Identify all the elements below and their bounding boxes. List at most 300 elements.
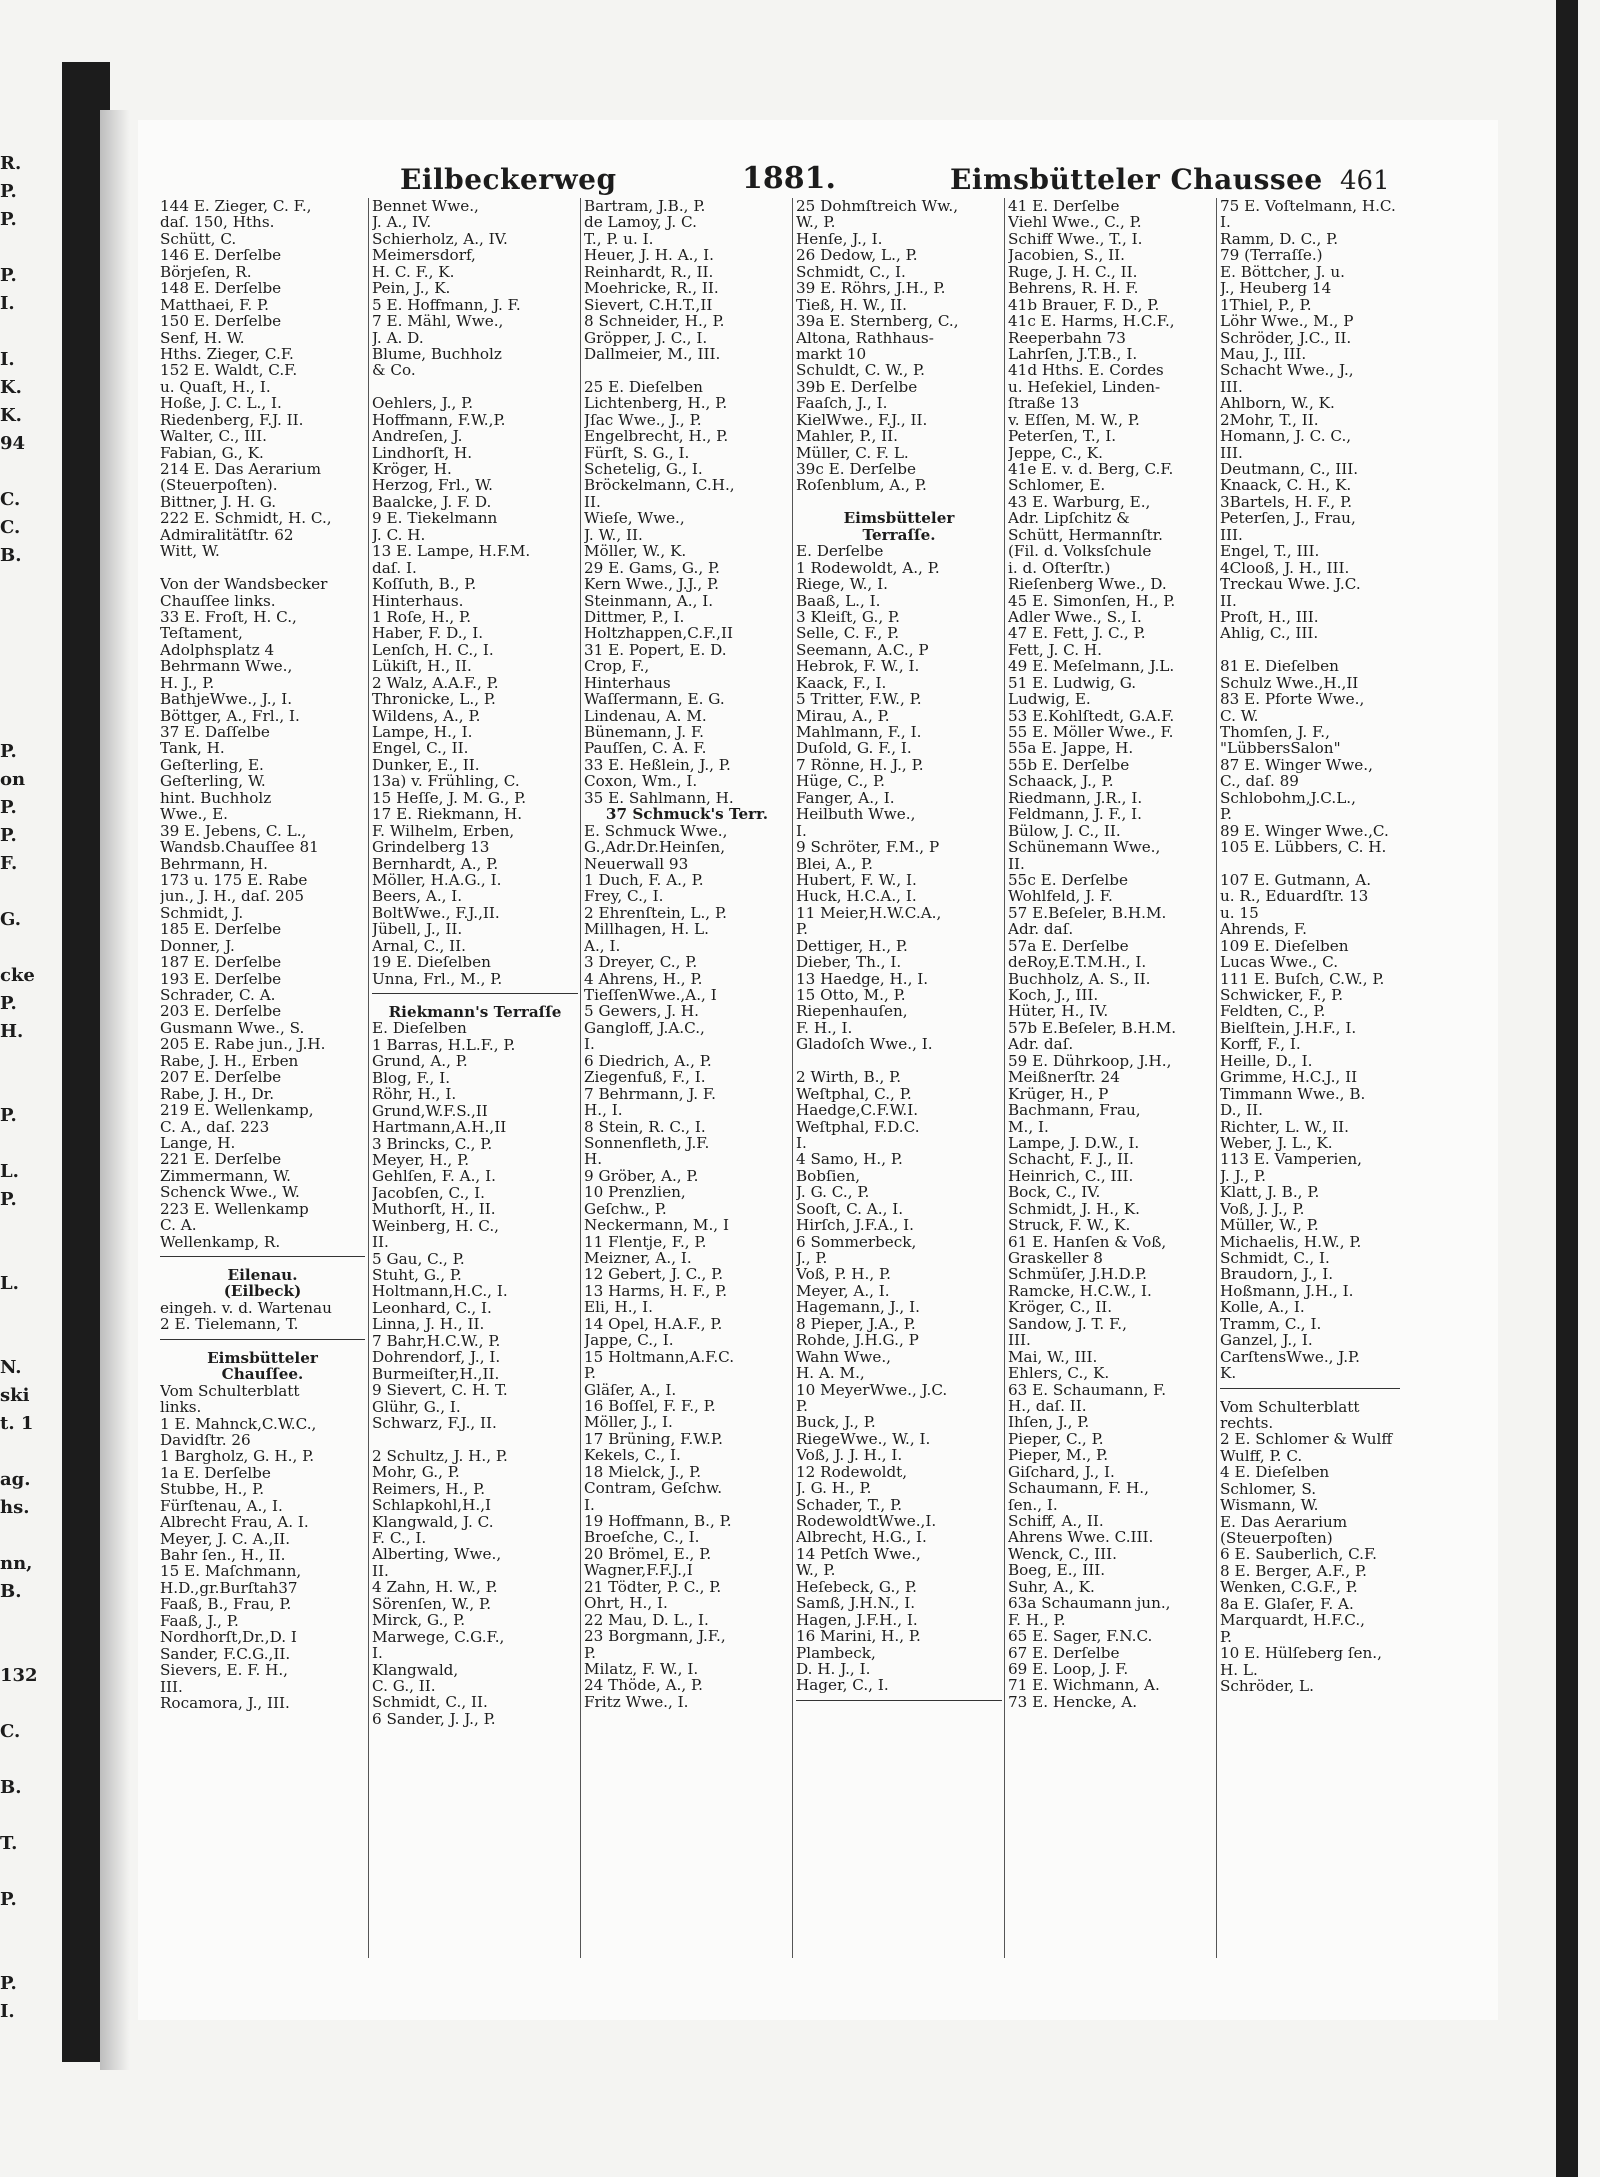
directory-entry-line: Muthorſt, H., II.	[372, 1201, 496, 1218]
directory-entry-line: Oehlers, J., P.	[372, 395, 474, 412]
directory-entry-line: Schuldt, C. W., P.	[796, 362, 925, 379]
directory-entry-line: 10 MeyerWwe., J.C.	[796, 1381, 948, 1398]
directory-entry-line: Engel, C., II.	[372, 740, 469, 757]
directory-entry-line: 144 E. Zieger, C. F.,	[160, 198, 312, 215]
directory-entry-line: III.	[1220, 378, 1243, 396]
directory-entry-line: eingeh. v. d. Wartenau	[160, 1299, 332, 1317]
directory-entry-line: Eimsbütteler	[207, 1349, 318, 1367]
directory-entry-line: Adr. daſ.	[1008, 921, 1074, 938]
directory-entry-line: Behrmann, H.	[160, 855, 268, 872]
directory-entry-line: Pauſſen, C. A. F.	[584, 740, 707, 757]
directory-entry-line: Eimsbütteler	[843, 510, 955, 527]
directory-entry-line: I.	[796, 822, 807, 840]
previous-page-fragment	[0, 234, 60, 262]
directory-entry-line: 20 Brömel, E., P.	[584, 1545, 712, 1563]
directory-entry-line: H., daſ. II.	[1008, 1397, 1087, 1415]
directory-entry-line: Jappe, C., I.	[584, 1332, 674, 1349]
directory-entry-line: 1 Bargholz, G. H., P.	[160, 1448, 315, 1465]
directory-entry-line: Hager, C., I.	[796, 1677, 889, 1694]
directory-entry-line: Faaſch, J., I.	[796, 395, 888, 412]
directory-entry-line: 8 Stein, R. C., I.	[584, 1118, 706, 1135]
directory-entry-line: 11 Flentje, F., P.	[584, 1233, 707, 1250]
directory-entry-line: Suhr, A., K.	[1008, 1578, 1095, 1596]
directory-entry-line: H. C. F., K.	[372, 263, 455, 281]
directory-entry-line: Engel, T., III.	[1220, 543, 1320, 560]
directory-entry-line: Lange, H.	[160, 1134, 236, 1152]
directory-entry-line: 13 E. Lampe, H.F.M.	[372, 543, 531, 560]
directory-entry-line: "LübbersSalon"	[1220, 740, 1341, 757]
directory-entry-line: Korff, F., I.	[1220, 1036, 1301, 1053]
directory-entry-line: Hirſch, J.F.A., I.	[796, 1217, 914, 1234]
directory-entry-line: Lichtenberg, H., P.	[584, 395, 728, 412]
directory-entry-line: Börjeſen, R.	[160, 263, 252, 281]
directory-entry-line: Mirck, G., P.	[372, 1612, 466, 1629]
previous-page-fragment: C.	[0, 1721, 21, 1742]
directory-entry-line: Reeperbahn 73	[1008, 329, 1126, 346]
directory-entry-line: Heinrich, C., III.	[1008, 1167, 1134, 1185]
directory-entry-line: Broeſche, C., I.	[584, 1529, 700, 1546]
previous-page-fragment: C.	[0, 489, 21, 510]
directory-entry-line: Riekmann's Terraſſe	[388, 1004, 562, 1021]
directory-entry-line: 187 E. Derſelbe	[160, 954, 282, 971]
directory-entry-line: 2 Wirth, B., P.	[796, 1069, 902, 1086]
directory-entry-line: W., P.	[796, 214, 836, 231]
directory-entry-line: Haedge,C.F.W.I.	[796, 1102, 919, 1119]
directory-entry-line: Wenken, C.G.F., P.	[1220, 1579, 1358, 1596]
directory-entry-line: Roſenblum, A., P.	[796, 477, 927, 494]
directory-entry-line: H., I.	[584, 1102, 623, 1119]
directory-entry-line: Wandsb.Chauſſee 81	[160, 839, 319, 856]
directory-entry-line: 41 E. Derſelbe	[1008, 198, 1120, 215]
directory-entry-line: H.D.,gr.Burſtah37	[160, 1579, 298, 1597]
directory-entry-line	[160, 560, 365, 576]
directory-entry-line: Riepenhauſen,	[796, 1003, 908, 1020]
directory-entry-line: Neuerwall 93	[584, 855, 689, 872]
directory-entry-line: 203 E. Derſelbe	[160, 1003, 282, 1020]
directory-entry-line: Andreſen, J.	[372, 428, 463, 445]
directory-entry-line: W., P.	[796, 1562, 836, 1579]
directory-entry-line: 10 E. Hülſeberg ſen.,	[1220, 1645, 1382, 1662]
previous-page-fragment	[0, 1046, 60, 1074]
directory-entry-line: 23 Borgmann, J.F.,	[584, 1628, 726, 1645]
directory-entry-line: Grindelberg 13	[372, 839, 490, 856]
directory-entry-line: Blume, Buchholz	[372, 345, 502, 363]
directory-entry-line: 41e E. v. d. Berg, C.F.	[1008, 461, 1174, 478]
directory-entry-line: II.	[1008, 855, 1025, 872]
previous-page-fragment: I.	[0, 293, 15, 314]
directory-entry-line: 83 E. Pforte Wwe.,	[1220, 691, 1365, 708]
directory-entry-line: 67 E. Derſelbe	[1008, 1644, 1120, 1661]
previous-page-fragment: on	[0, 769, 26, 790]
directory-entry-line: Koſſuth, B., P.	[372, 576, 477, 593]
directory-entry-line: Haber, F. D., I.	[372, 625, 484, 642]
directory-entry-line: Feldten, C., P.	[1220, 1003, 1326, 1020]
previous-page-fragment	[0, 1326, 60, 1354]
directory-entry-line: Schenck Wwe., W.	[160, 1184, 300, 1201]
directory-entry-line: III.	[1008, 1332, 1031, 1349]
directory-entry-line: Ganzel, J., I.	[1220, 1332, 1313, 1349]
directory-entry-line: Bröckelmann, C.H.,	[584, 477, 735, 494]
directory-entry-line: Dittmer, P., I.	[584, 608, 685, 626]
directory-entry-line: Coxon, Wm., I.	[584, 773, 698, 790]
directory-entry-line: (Fil. d. Volksſchule	[1008, 543, 1152, 560]
directory-entry-line: Grund, A., P.	[372, 1053, 468, 1070]
directory-entry-line: 31 E. Popert, E. D.	[584, 641, 727, 659]
previous-page-fragment	[0, 1942, 60, 1970]
directory-entry-line: Arnal, C., II.	[372, 937, 466, 955]
previous-page-fragment	[0, 1634, 60, 1662]
directory-entry-line: RodewoldtWwe.,I.	[796, 1513, 937, 1530]
directory-entry-line: Terraſſe.	[862, 526, 936, 544]
directory-entry-line: I.	[796, 1134, 807, 1152]
directory-entry-line: Meyer, H., P.	[372, 1151, 470, 1169]
directory-entry-line: Burmeiſter,H.,II.	[372, 1365, 500, 1383]
directory-entry-line: Geſterling, W.	[160, 773, 266, 790]
directory-entry-line: Wagner,F.F.J.,I	[584, 1562, 693, 1579]
directory-entry-line: E. Dieſelben	[372, 1020, 467, 1037]
directory-entry-line: 2 Walz, A.A.F., P.	[372, 674, 499, 692]
directory-entry-line: Buchholz, A. S., II.	[1008, 970, 1151, 987]
directory-entry-line: J., Heuberg 14	[1220, 280, 1332, 297]
directory-entry-line: Schlomer, S.	[1220, 1480, 1317, 1498]
directory-entry-line: markt 10	[796, 345, 867, 363]
previous-page-fragment	[0, 1298, 60, 1326]
right-margin-bar	[1556, 0, 1578, 2177]
directory-entry-line: Lenſch, H. C., I.	[372, 641, 494, 659]
previous-page-fragment: ski	[0, 1385, 30, 1406]
directory-entry-line: 12 Rodewoldt,	[796, 1463, 908, 1481]
directory-entry-line: Bobſien,	[796, 1167, 861, 1185]
directory-entry-line: 2 E. Tielemann, T.	[160, 1316, 299, 1333]
directory-entry-line: Voß, P. H., P.	[796, 1266, 892, 1283]
directory-entry-line: Schröder, J.C., II.	[1220, 329, 1352, 346]
directory-entry-line: Voß, J. J., P.	[1220, 1200, 1305, 1218]
directory-entry-line: P.	[1220, 1628, 1232, 1646]
directory-entry-line: Mai, W., III.	[1008, 1348, 1098, 1366]
previous-page-fragment: H.	[0, 1021, 24, 1042]
directory-entry-line: 41d Hths. E. Cordes	[1008, 362, 1164, 379]
directory-entry-line: 3 Brincks, C., P.	[372, 1135, 493, 1152]
directory-entry-line: 25 Dohmſtreich Ww.,	[796, 198, 959, 215]
directory-entry-line: Kaack, F., I.	[796, 674, 887, 692]
directory-entry-line: Wwe., E.	[160, 806, 228, 823]
directory-entry-line: 4Clooß, J. H., III.	[1220, 559, 1350, 577]
previous-page-fragment	[0, 682, 60, 710]
directory-entry-line: 22 Mau, D. L., I.	[584, 1611, 709, 1629]
directory-entry-line: Blei, A., P.	[796, 855, 873, 872]
directory-entry-line: 193 E. Derſelbe	[160, 970, 282, 987]
directory-entry-line: Ihſen, J., P.	[1008, 1414, 1090, 1431]
directory-entry-line: Jübell, J., II.	[372, 921, 463, 938]
directory-entry-line: P.	[584, 1644, 596, 1661]
directory-entry-line: 146 E. Derſelbe	[160, 247, 282, 264]
directory-entry-line: Buck, J., P.	[796, 1414, 876, 1431]
previous-page-fragment	[0, 1802, 60, 1830]
directory-entry-line: Riedmann, J.R., I.	[1008, 789, 1143, 807]
directory-entry-line: 4 Zahn, H. W., P.	[372, 1579, 498, 1596]
directory-entry-line: 8 Pieper, J.A., P.	[796, 1315, 916, 1333]
directory-entry-line: Bock, C., IV.	[1008, 1184, 1101, 1201]
directory-entry-line: Meyer, J. C. A.,II.	[160, 1530, 291, 1547]
directory-entry-line: Sandow, J. T. F.,	[1008, 1315, 1127, 1333]
directory-entry-line: Timmann Wwe., B.	[1220, 1085, 1366, 1103]
directory-entry-line: Nordhorſt,Dr.,D. I	[160, 1629, 297, 1646]
directory-entry-line: 41b Brauer, F. D., P.	[1008, 296, 1160, 314]
directory-entry-line: Sörenſen, W., P.	[372, 1595, 492, 1613]
directory-entry-line: (Steuerpoſten)	[1220, 1530, 1333, 1547]
previous-page-fragment: R.	[0, 153, 22, 174]
directory-entry-line: Hagen, J.F.H., I.	[796, 1611, 918, 1629]
previous-page-fragment: P.	[0, 797, 17, 818]
directory-entry-line: Dallmeier, M., III.	[584, 345, 721, 363]
directory-entry-line: 223 E. Wellenkamp	[160, 1200, 309, 1218]
directory-entry-line: Gusmann Wwe., S.	[160, 1019, 305, 1037]
directory-entry-line: Struck, F. W., K.	[1008, 1217, 1131, 1234]
directory-entry-line: Lampe, J. D.W., I.	[1008, 1134, 1140, 1152]
directory-entry-line: Sooſt, C. A., I.	[796, 1200, 904, 1218]
directory-entry-line: 59 E. Dührkoop, J.H.,	[1008, 1052, 1172, 1070]
directory-entry-line: Hüge, C., P.	[796, 773, 885, 790]
directory-entry-line: Albrecht, H.G., I.	[796, 1529, 927, 1546]
directory-entry-line: Von der Wandsbecker	[160, 576, 328, 593]
directory-entry-line: Fritz Wwe., I.	[584, 1693, 689, 1711]
directory-entry-line: Schmidt, C., II.	[372, 1694, 488, 1711]
directory-entry-line: 57b E.Beſeler, B.H.M.	[1008, 1019, 1177, 1037]
directory-entry-line: 29 E. Gams, G., P.	[584, 559, 720, 577]
directory-entry-line: Jſac Wwe., J., P.	[584, 411, 702, 429]
directory-entry-line: Möller, W., K.	[584, 543, 687, 560]
previous-page-fragment	[0, 458, 60, 486]
column-divider	[1216, 198, 1217, 1958]
directory-entry-line: Böttger, A., Frl., I.	[160, 707, 300, 724]
directory-entry-line: P.	[584, 1365, 596, 1382]
directory-entry-line: Behrmann Wwe.,	[160, 658, 293, 675]
directory-entry-line: Schierholz, A., IV.	[372, 230, 508, 248]
directory-entry-line: u. 15	[1220, 904, 1259, 922]
directory-entry-line: 69 E. Loop, J. F.	[1008, 1660, 1129, 1678]
directory-entry-line: 148 E. Derſelbe	[160, 280, 282, 297]
directory-entry-line: Weſtphal, C., P.	[796, 1085, 912, 1103]
directory-entry-line: Grimme, H.C.J., II	[1220, 1069, 1358, 1086]
directory-entry-line: Baaß, L., I.	[796, 592, 881, 609]
directory-entry-line: Ahlig, C., III.	[1220, 625, 1319, 642]
directory-entry-line: Geſterling, E.	[160, 756, 264, 774]
directory-entry-line: 13 Haedge, H., I.	[796, 970, 929, 987]
directory-entry-line: Reinhardt, R., II.	[584, 263, 714, 281]
directory-entry-line: Bahr ſen., H., II.	[160, 1547, 286, 1564]
directory-entry-line: Homann, J. C. C.,	[1220, 428, 1352, 445]
column-divider	[368, 198, 369, 1958]
directory-entry-line: Heſebeck, G., P.	[796, 1578, 917, 1596]
previous-page-fragment: P.	[0, 1889, 17, 1910]
directory-entry-line: D. H. J., I.	[796, 1660, 871, 1678]
directory-entry-line: Pein, J., K.	[372, 280, 451, 297]
directory-entry-line: Hubert, F. W., I.	[796, 871, 917, 889]
directory-entry-line	[796, 1700, 1002, 1711]
directory-entry-line: 113 E. Vamperien,	[1220, 1151, 1363, 1168]
directory-entry-line: Selle, C. F., P.	[796, 625, 900, 642]
directory-entry-line: CarſtensWwe., J.P.	[1220, 1348, 1361, 1366]
directory-entry-line: Ziegenfuß, F., I.	[584, 1069, 706, 1086]
directory-entry-line: Mahlmann, F., I.	[796, 724, 922, 741]
directory-entry-line: J. C. H.	[372, 526, 426, 544]
directory-entry-line: Mau, J., III.	[1220, 345, 1307, 363]
directory-entry-line: 214 E. Das Aerarium	[160, 461, 321, 478]
previous-page-edge	[0, 150, 60, 2030]
directory-entry-line: Richter, L. W., II.	[1220, 1118, 1349, 1135]
previous-page-fragment	[0, 1438, 60, 1466]
directory-entry-line: Adr. daſ.	[1008, 1036, 1074, 1053]
previous-page-fragment	[0, 1074, 60, 1102]
directory-entry-line: Heille, D., I.	[1220, 1052, 1313, 1070]
directory-entry-line: II.	[372, 1234, 389, 1251]
previous-page-fragment: 132	[0, 1665, 38, 1686]
directory-entry-line: Schiff Wwe., T., I.	[1008, 230, 1143, 248]
directory-entry-line: Hinterhaus.	[372, 592, 464, 609]
directory-entry-line: P.	[796, 1397, 808, 1415]
directory-entry-line: Beers, A., I.	[372, 888, 463, 905]
previous-page-fragment	[0, 626, 60, 654]
directory-entry-line: Schlobohm,J.C.L.,	[1220, 789, 1356, 807]
directory-entry-line: K.	[1220, 1365, 1237, 1382]
page-header	[160, 156, 1400, 196]
directory-entry-line: ſtraße 13	[1008, 395, 1080, 412]
directory-entry-line: Lindenau, A. M.	[584, 707, 707, 724]
directory-entry-line: 49 E. Meſelmann, J.L.	[1008, 658, 1175, 675]
directory-entry-line: Dunker, E., II.	[372, 756, 480, 774]
directory-entry-line: Tank, H.	[160, 740, 225, 757]
previous-page-fragment: G.	[0, 909, 21, 930]
previous-page-fragment: 94	[0, 433, 26, 454]
directory-entry-line: H. L.	[1220, 1661, 1258, 1678]
directory-entry-line: 33 E. Froſt, H. C.,	[160, 608, 297, 626]
directory-entry-line: I.	[584, 1036, 595, 1053]
directory-entry-line: 24 Thöde, A., P.	[584, 1677, 703, 1694]
directory-entry-line: Hoßmann, J.H., I.	[1220, 1282, 1354, 1300]
directory-entry-line: Feldmann, J. F., I.	[1008, 806, 1142, 823]
directory-entry-line: 2 Schultz, J. H., P.	[372, 1447, 508, 1465]
directory-entry-line: Davidſtr. 26	[160, 1431, 251, 1449]
directory-entry-line: 222 E. Schmidt, H. C.,	[160, 510, 332, 527]
directory-entry-line: RiegeWwe., W., I.	[796, 1430, 931, 1448]
directory-entry-line: Schmidt, C., I.	[796, 263, 906, 281]
directory-entry-line: & Co.	[372, 362, 416, 379]
directory-entry-line: 43 E. Warburg, E.,	[1008, 493, 1151, 511]
directory-entry-line: Blog, F., I.	[372, 1069, 451, 1087]
directory-entry-line: Fürſtenau, A., I.	[160, 1497, 283, 1515]
directory-entry-line: Dohrendorf, J., I.	[372, 1349, 501, 1366]
directory-entry-line: Müller, C. F. L.	[796, 444, 909, 461]
directory-column-3	[584, 198, 790, 1978]
directory-entry-line: Samß, J.H.N., I.	[796, 1595, 916, 1612]
directory-entry-line: II.	[584, 493, 601, 511]
directory-entry-line: 35 E. Sahlmann, H.	[584, 789, 734, 807]
directory-entry-line: Peterſen, J., Frau,	[1220, 510, 1356, 527]
directory-entry-line: Grund,W.F.S.,II	[372, 1102, 488, 1120]
directory-entry-line: J. G. C., P.	[796, 1184, 870, 1201]
previous-page-fragment: T.	[0, 1833, 18, 1854]
directory-entry-line	[160, 1256, 365, 1267]
directory-entry-line: 10 Prenzlien,	[584, 1184, 686, 1201]
previous-page-fragment: P.	[0, 265, 17, 286]
directory-entry-line: Riedenberg, F.J. II.	[160, 411, 304, 429]
directory-entry-line: Treckau Wwe. J.C.	[1220, 576, 1361, 593]
previous-page-fragment: P.	[0, 1973, 17, 1994]
directory-entry-line: C., daſ. 89	[1220, 773, 1299, 790]
previous-page-fragment: F.	[0, 853, 18, 874]
directory-entry-line: 221 E. Derſelbe	[160, 1151, 282, 1168]
directory-entry-line: Fett, J. C. H.	[1008, 641, 1102, 659]
directory-entry-line: Ramcke, H.C.W., I.	[1008, 1282, 1152, 1300]
directory-entry-line: 4 E. Dieſelben	[1220, 1464, 1330, 1481]
directory-entry-line: Eli, H., I.	[584, 1299, 654, 1316]
directory-entry-line: Walter, C., III.	[160, 428, 267, 445]
directory-entry-line: 7 Behrmann, J. F.	[584, 1085, 716, 1103]
directory-entry-line: H. J., P.	[160, 674, 215, 692]
directory-entry-line: Huck, H.C.A., I.	[796, 888, 917, 905]
directory-entry-line: Schrader, C. A.	[160, 987, 276, 1004]
directory-entry-line: Kekels, C., I.	[584, 1447, 681, 1464]
directory-entry-line: J. W., II.	[584, 526, 643, 544]
directory-entry-line: 57a E. Derſelbe	[1008, 937, 1129, 955]
directory-entry-line: u. R., Eduardſtr. 13	[1220, 888, 1369, 905]
previous-page-fragment	[0, 1130, 60, 1158]
directory-entry-line	[372, 1431, 578, 1447]
directory-entry-line: 5 Tritter, F.W., P.	[796, 691, 922, 708]
directory-entry-line: Hoffmann, F.W.,P.	[372, 411, 506, 429]
directory-entry-line: 18 Mielck, J., P.	[584, 1463, 702, 1481]
directory-entry-line: Witt, W.	[160, 543, 220, 560]
directory-entry-line: 3 Kleiſt, G., P.	[796, 608, 900, 626]
directory-entry-line: 79 (Terraſſe.)	[1220, 247, 1323, 264]
directory-entry-line: Schmidt, J.	[160, 904, 244, 922]
directory-entry-line: 14 Petſch Wwe.,	[796, 1545, 921, 1563]
previous-page-fragment: L.	[0, 1273, 19, 1294]
directory-entry-line: Thomſen, J. F.,	[1220, 724, 1330, 741]
directory-entry-line: Wieſe, Wwe.,	[584, 510, 685, 527]
spine-shadow	[100, 110, 130, 2070]
directory-entry-line: Weinberg, H. C.,	[372, 1217, 499, 1235]
directory-entry-line: Millhagen, H. L.	[584, 921, 709, 938]
directory-entry-line: 8 E. Berger, A.F., P.	[1220, 1562, 1368, 1580]
directory-entry-line: Geſchw., P.	[584, 1200, 667, 1218]
directory-entry-line: Steinmann, A., I.	[584, 592, 714, 609]
previous-page-fragment	[0, 1606, 60, 1634]
previous-page-fragment: K.	[0, 377, 22, 398]
directory-entry-line: C. G., II.	[372, 1677, 436, 1695]
directory-entry-line: Hüter, H., IV.	[1008, 1003, 1109, 1020]
previous-page-fragment: C.	[0, 517, 21, 538]
directory-entry-line: Schünemann Wwe.,	[1008, 839, 1161, 856]
directory-entry-line	[796, 494, 1002, 510]
directory-entry-line: Frey, C., I.	[584, 888, 664, 905]
directory-entry-line: 207 E. Derſelbe	[160, 1069, 282, 1086]
directory-entry-line: Müller, W., P.	[1220, 1217, 1319, 1234]
directory-entry-line: 219 E. Wellenkamp,	[160, 1102, 314, 1119]
previous-page-fragment	[0, 570, 60, 598]
directory-entry-line: Rohde, J.H.G., P	[796, 1332, 919, 1349]
directory-entry-line: i. d. Oſterſtr.)	[1008, 559, 1111, 577]
directory-entry-line: 5 Gau, C., P.	[372, 1250, 465, 1267]
directory-entry-line: 63a Schaumann jun.,	[1008, 1595, 1171, 1612]
directory-entry-line: 152 E. Waldt, C.F.	[160, 362, 298, 379]
directory-entry-line: Adr. Lipſchitz &	[1008, 510, 1130, 527]
previous-page-fragment	[0, 598, 60, 626]
directory-entry-line: Adolphsplatz 4	[160, 641, 275, 659]
directory-entry-line: Bernhardt, A., P.	[372, 855, 499, 872]
directory-entry-line: Gläſer, A., I.	[584, 1381, 677, 1398]
directory-entry-line: I.	[1220, 214, 1231, 231]
